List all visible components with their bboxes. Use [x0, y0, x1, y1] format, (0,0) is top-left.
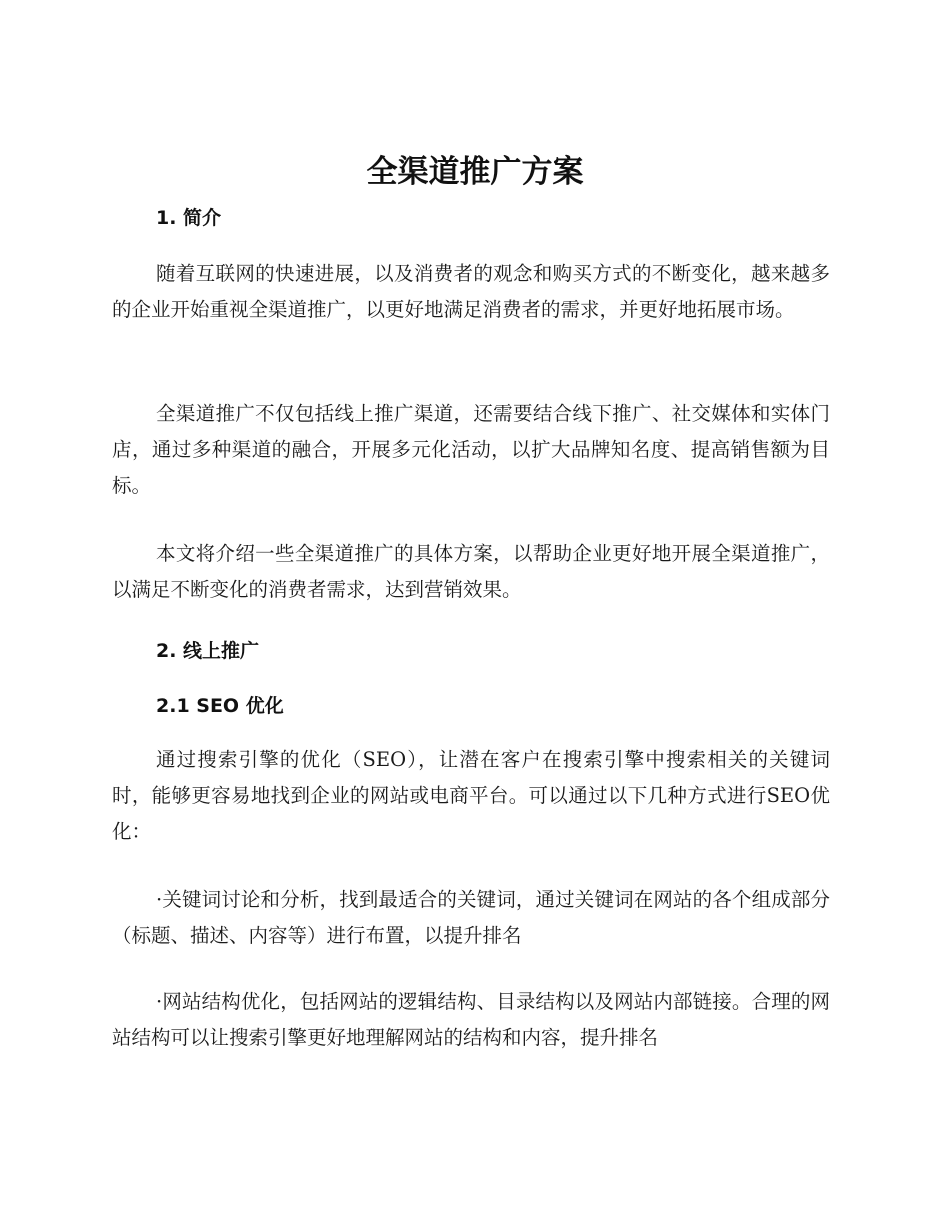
paragraph-seo-1: 通过搜索引擎的优化（SEO），让潜在客户在搜索引擎中搜索相关的关键词时，能够更容易地找到企业的网站或电商平台。可以通过以下几种方式进行SEO优化： [112, 748, 830, 843]
bullet-text: 关键词讨论和分析，找到最适合的关键词，通过关键词在网站的各个组成部分（标题、描述、内容等）进行布置，以提升排名 [112, 888, 830, 947]
bullet-text: 网站结构优化，包括网站的逻辑结构、目录结构以及网站内部链接。合理的网站结构可以让搜索引擎更好地理解网站的结构和内容，提升排名 [112, 990, 830, 1049]
bullet-marker: · [156, 888, 163, 911]
document-title: 全渠道推广方案 [366, 154, 584, 190]
paragraph-intro-2: 全渠道推广不仅包括线上推广渠道，还需要结合线下推广、社交媒体和实体门店，通过多种渠道的融合，开展多元化活动，以扩大品牌知名度、提高销售额为目标。 [112, 402, 830, 497]
section-heading-intro: 1. 简介 [156, 207, 222, 229]
section-heading-seo: 2.1 SEO 优化 [156, 695, 284, 717]
paragraph-intro-1: 随着互联网的快速进展，以及消费者的观念和购买方式的不断变化，越来越多的企业开始重视全渠道推广，以更好地满足消费者的需求，并更好地拓展市场。 [112, 262, 830, 321]
section-heading-online: 2. 线上推广 [156, 640, 260, 662]
paragraph-intro-3: 本文将介绍一些全渠道推广的具体方案，以帮助企业更好地开展全渠道推广，以满足不断变化的消费者需求，达到营销效果。 [112, 542, 830, 601]
bullet-marker: · [156, 990, 163, 1013]
bullet-item [112, 984, 830, 1056]
bullet-item [112, 882, 830, 954]
